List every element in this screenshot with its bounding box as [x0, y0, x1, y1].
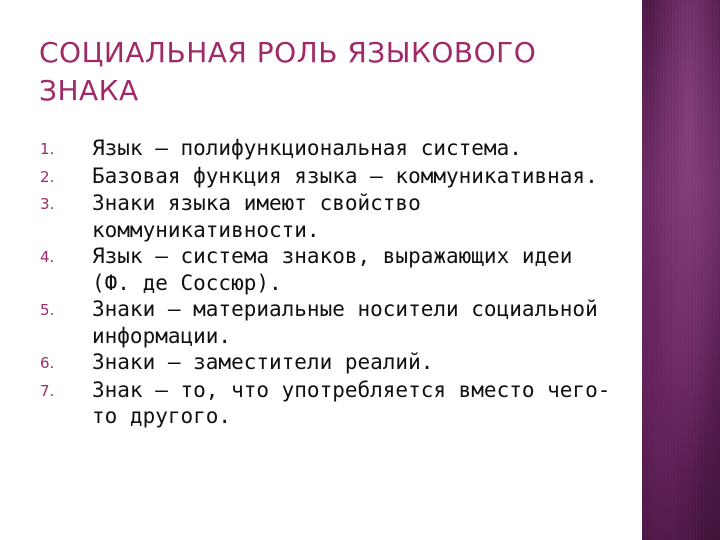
list-item — [40, 377, 630, 430]
list-item-number: 6. — [40, 354, 55, 372]
list-item — [40, 296, 630, 349]
list-item — [40, 190, 630, 243]
list-item — [40, 243, 630, 296]
numbered-list — [40, 135, 630, 430]
list-item-number: 7. — [40, 381, 55, 400]
decorative-side-panel — [642, 0, 720, 540]
list-item-number: 1. — [40, 140, 55, 158]
list-item-text: Знаки – материальные носители социальной информации. — [92, 297, 611, 348]
list-item-text: Базовая функция языка – коммуникативная. — [92, 163, 598, 188]
list-item-text: Знаки – заместители реалий. — [92, 350, 434, 374]
list-item-text: Знаки языка имеют свойство коммуникативности. — [92, 191, 434, 242]
list-item — [40, 349, 630, 377]
list-item-number: 2. — [40, 167, 55, 186]
list-item-text: Язык – система знаков, выражающих идеи (Ф. де Соссюр). — [92, 244, 598, 295]
slide-title: СОЦИАЛЬНАЯ РОЛЬ ЯЗЫКОВОГО ЗНАКА — [39, 36, 537, 107]
list-item — [40, 163, 630, 191]
list-item — [40, 135, 630, 163]
list-item-number: 4. — [40, 248, 55, 266]
list-item-number: 3. — [40, 195, 55, 213]
list-item-text: Знак – то, что употребляется вместо чего-то другого. — [92, 377, 611, 428]
list-item-number: 5. — [40, 301, 55, 319]
list-item-text: Язык – полифункциональная система. — [92, 136, 522, 160]
